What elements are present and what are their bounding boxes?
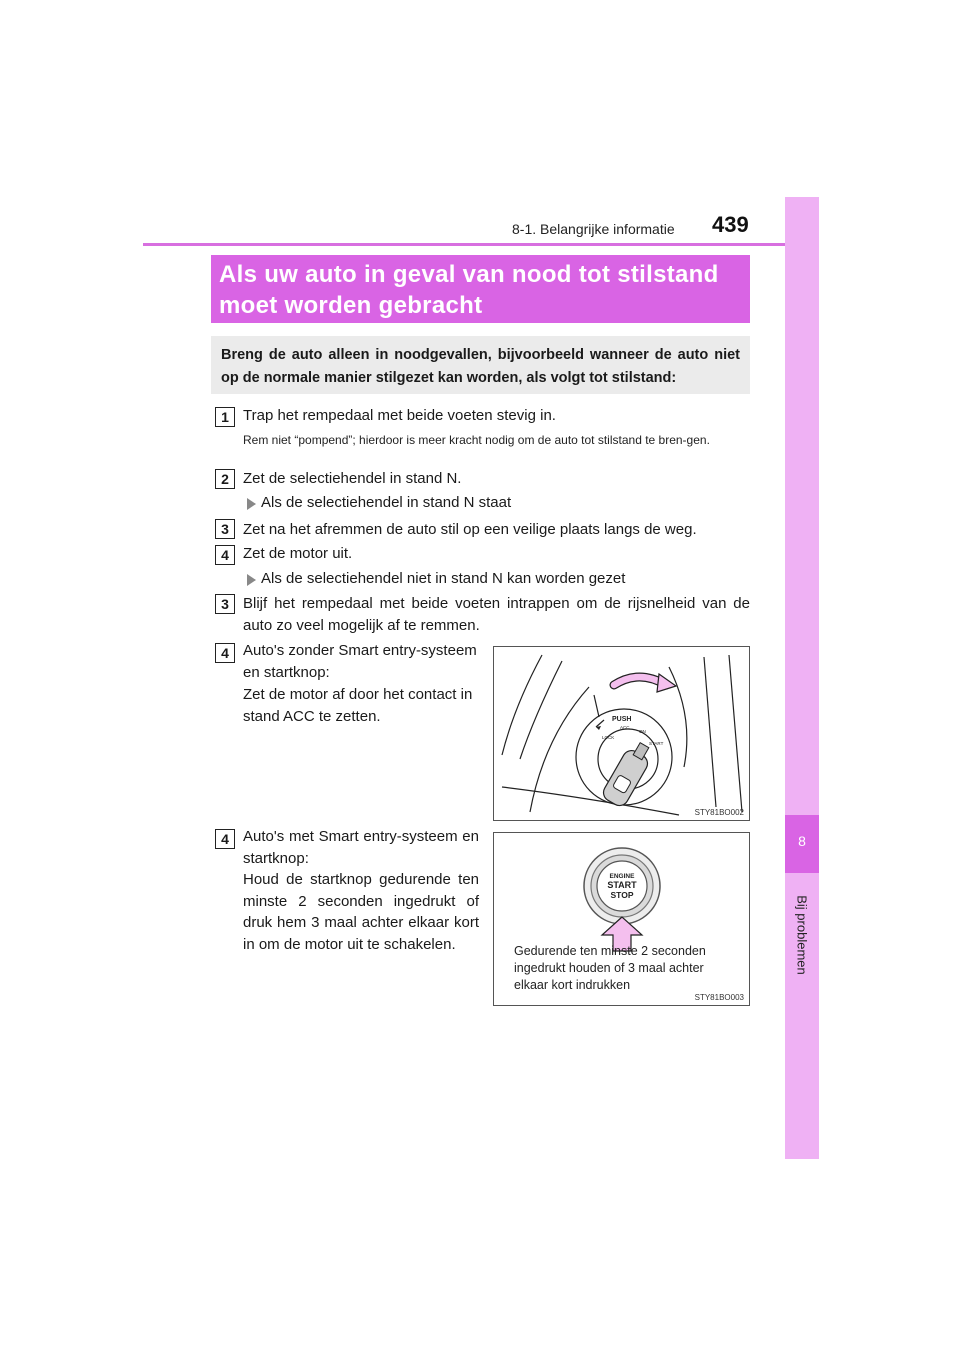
step-2-text: Zet de selectiehendel in stand N.: [243, 470, 462, 487]
intro-text: Breng de auto alleen in noodgevallen, bijvoorbeeld wanneer de auto niet op de normale manier stilgezet kan worden, als volgt tot stilstand:: [221, 347, 740, 386]
header-rule: [143, 243, 819, 246]
push-label: PUSH: [612, 716, 632, 723]
case-a-heading: Als de selectiehendel in stand N staat: [261, 494, 512, 511]
figure-code: STY81BO002: [694, 808, 744, 817]
step-4c-line: in om de motor uit te schakelen.: [243, 935, 456, 953]
section-title: [219, 259, 742, 321]
caption-line: Gedurende ten minste 2 seconden: [514, 944, 706, 958]
ignition-key-illustration: [494, 647, 749, 820]
step-4b-line: Zet de motor af door het contact in: [243, 686, 473, 703]
step-4c-line: Houd de startknop gedurende ten: [243, 871, 479, 888]
caption-line: ingedrukt houden of 3 maal achter: [514, 961, 704, 975]
chapter-side-strip: [785, 197, 819, 1159]
section-title-box: [211, 255, 750, 323]
step-4c-text: [243, 826, 479, 955]
button-text: START: [607, 880, 637, 890]
step-4b-text: [243, 640, 481, 728]
figure-caption: [514, 943, 706, 994]
case-arrow-icon: [247, 574, 256, 586]
section-title-line: Als uw auto in geval van nood tot stilstand: [219, 261, 719, 288]
chapter-tab-label: Bij problemen: [794, 895, 810, 975]
caption-line: elkaar kort indrukken: [514, 978, 631, 992]
step-3b-text: Blijf het rempedaal met beide voeten intrappen om de rijsnelheid van de auto zo veel mogelijk af te remmen.: [243, 595, 750, 634]
step-badge-4: 4: [215, 829, 235, 849]
step-badge-4: 4: [215, 545, 235, 565]
step-4a-text: Zet de motor uit.: [243, 545, 353, 562]
step-4b-line: en startknop:: [243, 664, 330, 681]
case-arrow-icon: [247, 498, 256, 510]
page-number: 439: [712, 212, 749, 237]
case-b-heading: Als de selectiehendel niet in stand N kan worden gezet: [261, 570, 626, 587]
button-text: STOP: [610, 890, 634, 900]
step-badge-3: 3: [215, 594, 235, 614]
start-button-figure: [493, 832, 750, 1006]
section-title-line: moet worden gebracht: [219, 292, 483, 319]
step-1-text: Trap het rempedaal met beide voeten stevig in.: [243, 407, 556, 424]
button-text: ENGINE: [609, 873, 635, 880]
ignition-key-figure: [493, 646, 750, 821]
step-4b-line: stand ACC te zetten.: [243, 708, 381, 725]
step-1-note: Rem niet “pompend”; hierdoor is meer kracht nodig om de auto tot stilstand te bren-gen.: [243, 433, 710, 447]
step-4b-line: Auto's zonder Smart entry-systeem: [243, 642, 477, 659]
step-badge-3: 3: [215, 519, 235, 539]
step-badge-1: 1: [215, 407, 235, 427]
step-badge-4: 4: [215, 643, 235, 663]
step-badge-2: 2: [215, 469, 235, 489]
chapter-tab-number: 8: [798, 833, 806, 849]
key-position-label: START: [649, 741, 664, 746]
step-4c-line: Auto's met Smart entry-systeem en: [243, 828, 479, 845]
step-4c-line: druk hem 3 maal achter elkaar kort: [243, 914, 479, 931]
intro-box: [211, 336, 750, 394]
key-position-label: LOCK: [602, 735, 615, 740]
step-4c-line: minste 2 seconden ingedrukt of: [243, 892, 479, 910]
figure-code: STY81BO003: [694, 993, 744, 1002]
key-position-label: ACC: [620, 725, 630, 730]
key-position-label: ON: [639, 729, 646, 734]
step-3a-text: Zet na het afremmen de auto stil op een veilige plaats langs de weg.: [243, 521, 697, 538]
step-4c-line: startknop:: [243, 849, 309, 867]
section-label: 8-1. Belangrijke informatie: [512, 221, 675, 237]
